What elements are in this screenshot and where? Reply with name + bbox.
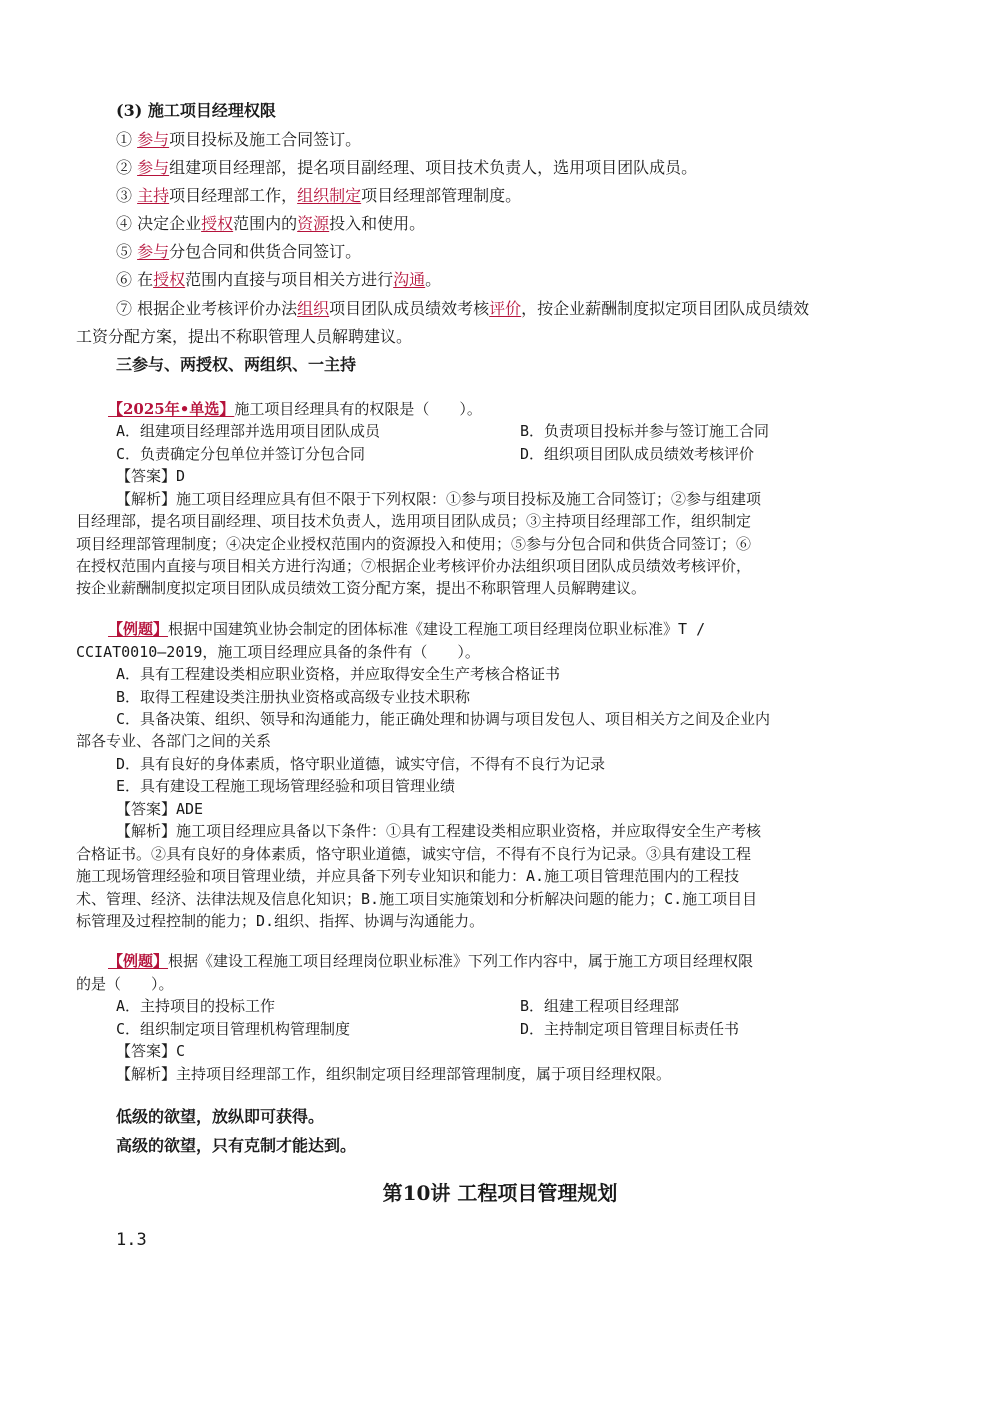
question-stem: 【2025年•单选】施工项目经理具有的权限是（ ）。 — [108, 400, 482, 418]
list-item-continuation: 工资分配方案，提出不称职管理人员解聘建议。 — [76, 327, 413, 346]
option-a: A．具有工程建设类相应职业资格，并应取得安全生产考核合格证书 — [116, 665, 561, 683]
list-item: ⑦ 根据企业考核评价办法组织项目团队成员绩效考核评价，按企业薪酬制度拟定项目团队成员绩效 — [116, 299, 810, 318]
highlight-term: 评价 — [489, 299, 522, 318]
section-heading: (3) 施工项目经理权限 — [116, 101, 276, 120]
list-item: ⑤ 参与分包合同和供货合同签订。 — [116, 242, 362, 261]
highlight-term: 资源 — [297, 214, 330, 233]
question-stem-continuation: CCIAT0010—2019，施工项目经理应具备的条件有（ ）。 — [76, 643, 480, 661]
analysis-line: 合格证书。②具有良好的身体素质，恪守职业道德，诚实守信，不得有不良行为记录。③具有建设工程 — [76, 845, 752, 863]
analysis-line: 术、管理、经济、法律法规及信息化知识；B.施工项目实施策划和分析解决问题的能力；C.施工项目目 — [76, 890, 758, 908]
list-item: ② 参与组建项目经理部，提名项目副经理、项目技术负责人，选用项目团队成员。 — [116, 158, 698, 177]
question-stem-continuation: 的是（ ）。 — [76, 975, 174, 993]
option-b: B．组建工程项目经理部 — [520, 997, 680, 1015]
list-item: ④ 决定企业授权范围内的资源投入和使用。 — [116, 214, 426, 233]
option-a: A．组建项目经理部并选用项目团队成员 — [116, 422, 381, 440]
option-d: D．主持制定项目管理目标责任书 — [520, 1020, 740, 1038]
option-b: B．取得工程建设类注册执业资格或高级专业技术职称 — [116, 688, 471, 706]
analysis-line: 施工现场管理经验和项目管理业绩，并应具备下列专业知识和能力：A.施工项目管理范围内的工程技 — [76, 867, 740, 885]
question-tag: 【例题】 — [108, 620, 169, 638]
highlight-term: 组织制定 — [297, 186, 362, 205]
motto-line: 高级的欲望，只有克制才能达到。 — [116, 1136, 357, 1155]
option-c: C．具备决策、组织、领导和沟通能力，能正确处理和协调与项目发包人、项目相关方之间及企业内 — [116, 710, 771, 728]
analysis-line: 项目经理部管理制度；④决定企业授权范围内的资源投入和使用；⑤参与分包合同和供货合同签订；⑥ — [76, 535, 752, 553]
highlight-term: 参与 — [137, 130, 170, 149]
analysis-line: 按企业薪酬制度拟定项目团队成员绩效工资分配方案，提出不称职管理人员解聘建议。 — [76, 579, 647, 597]
list-item: ③ 主持项目经理部工作，组织制定项目经理部管理制度。 — [116, 186, 522, 205]
list-item: ⑥ 在授权范围内直接与项目相关方进行沟通。 — [116, 270, 442, 289]
analysis-line: 【解析】施工项目经理应具有但不限于下列权限：①参与项目投标及施工合同签订；②参与组建项 — [116, 490, 762, 508]
motto-line: 低级的欲望，放纵即可获得。 — [116, 1107, 325, 1126]
option-a: A．主持项目的投标工作 — [116, 997, 276, 1015]
answer: 【答案】D — [116, 467, 186, 485]
highlight-term: 参与 — [137, 158, 170, 177]
highlight-term: 参与 — [137, 242, 170, 261]
analysis-line: 目经理部，提名项目副经理、项目技术负责人，选用项目团队成员；③主持项目经理部工作，组织制定 — [76, 512, 752, 530]
list-item: ① 参与项目投标及施工合同签订。 — [116, 130, 362, 149]
analysis-line: 【解析】施工项目经理应具备以下条件：①具有工程建设类相应职业资格，并应取得安全生产考核 — [116, 822, 762, 840]
question-tag: 【2025年•单选】 — [108, 400, 235, 418]
highlight-term: 组织 — [297, 299, 330, 318]
option-d: D．组织项目团队成员绩效考核评价 — [520, 445, 755, 463]
lecture-title: 第10讲 工程项目管理规划 — [382, 1181, 618, 1205]
highlight-term: 授权 — [153, 270, 186, 289]
question-stem: 【例题】根据《建设工程施工项目经理岗位职业标准》下列工作内容中，属于施工方项目经理权限 — [108, 952, 754, 970]
option-c: C．负责确定分包单位并签订分包合同 — [116, 445, 366, 463]
analysis-line: 【解析】主持项目经理部工作，组织制定项目经理部管理制度，属于项目经理权限。 — [116, 1065, 672, 1083]
highlight-term: 主持 — [137, 186, 170, 205]
option-d: D．具有良好的身体素质，恪守职业道德，诚实守信，不得有不良行为记录 — [116, 755, 606, 773]
highlight-term: 授权 — [201, 214, 234, 233]
question-tag: 【例题】 — [108, 952, 169, 970]
question-stem: 【例题】根据中国建筑业协会制定的团体标准《建设工程施工项目经理岗位职业标准》T / — [108, 620, 706, 638]
option-c: C．组织制定项目管理机构管理制度 — [116, 1020, 351, 1038]
highlight-term: 沟通 — [393, 270, 426, 289]
analysis-line: 标管理及过程控制的能力；D.组织、指挥、协调与沟通能力。 — [76, 912, 485, 930]
section-number: 1.3 — [116, 1230, 147, 1250]
option-c-continuation: 部各专业、各部门之间的关系 — [76, 732, 272, 750]
answer: 【答案】C — [116, 1042, 186, 1060]
option-e: E．具有建设工程施工现场管理经验和项目管理业绩 — [116, 777, 456, 795]
answer: 【答案】ADE — [116, 800, 204, 818]
option-b: B．负责项目投标并参与签订施工合同 — [520, 422, 770, 440]
summary-mnemonic: 三参与、两授权、两组织、一主持 — [116, 355, 357, 374]
analysis-line: 在授权范围内直接与项目相关方进行沟通；⑦根据企业考核评价办法组织项目团队成员绩效考核评价， — [76, 557, 752, 575]
